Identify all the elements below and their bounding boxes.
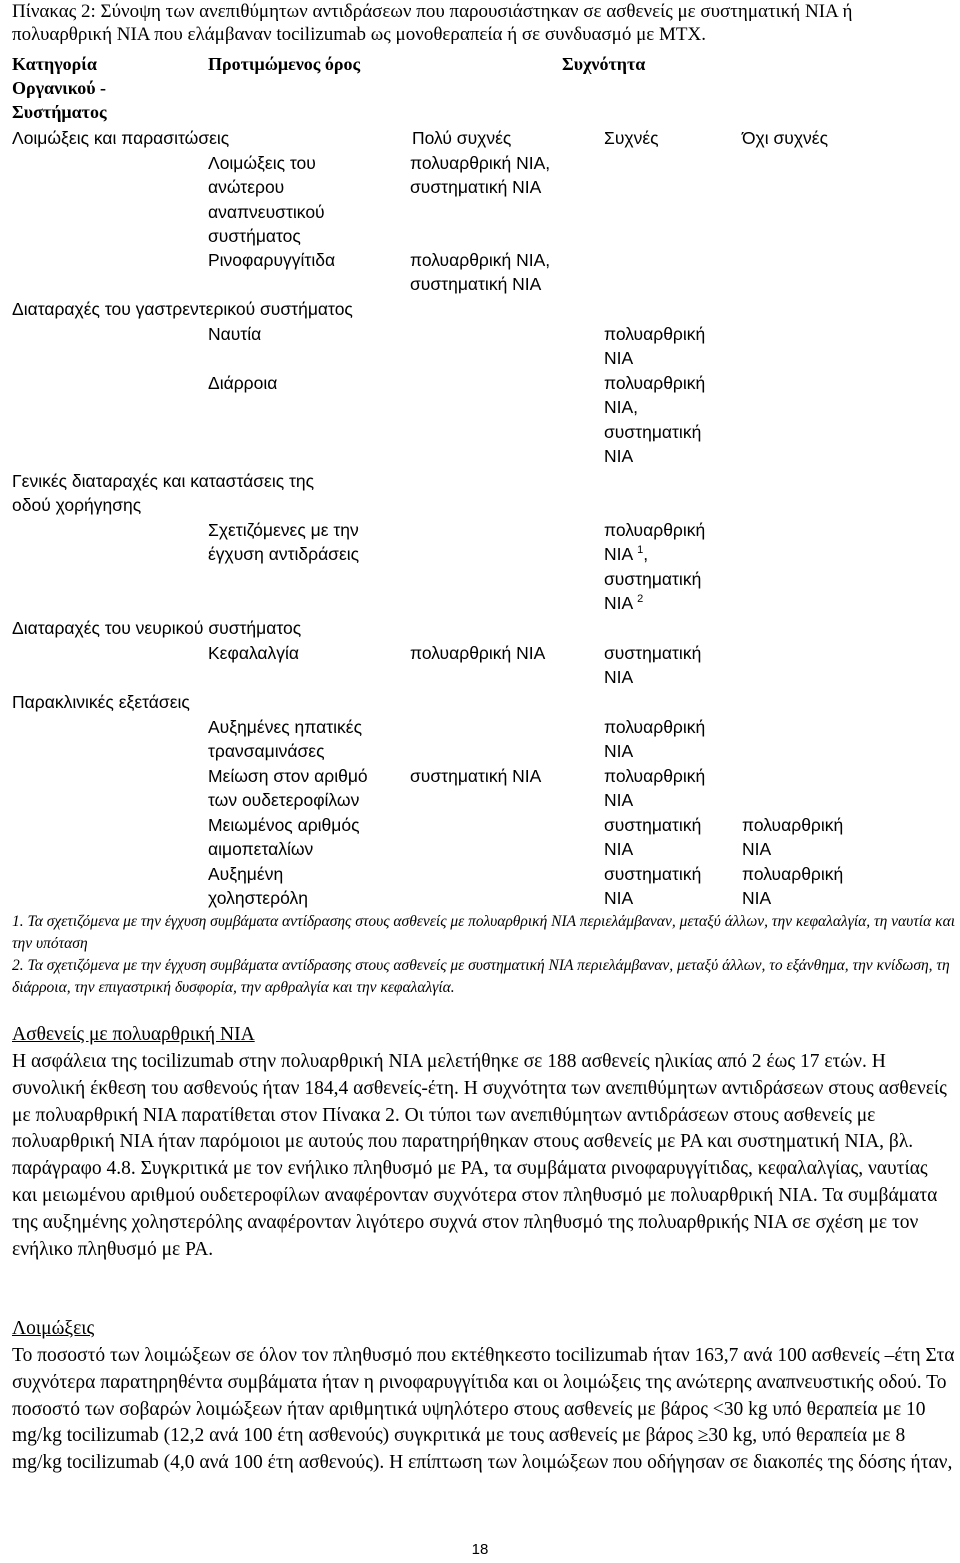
value-headache-very-common: πολυαρθρική ΝΙΑ [410,643,546,663]
section-body-polyarticular: Η ασφάλεια της tocilizumab στην πολυαρθρική ΝΙΑ μελετήθηκε σε 188 ασθενείς ηλικίας από 2 έως 17 ετών. Η συνολική έκθεση του ασθενούς ήταν 184,4 ασθενείς-έτη. Η συχνότητα των ανεπιθύμητων αντιδράσεων στους ασθενείς με πολυαρθρική ΝΙΑ παρατίθεται στον Πίνακα 2. Οι τύποι των ανεπιθύμητων αντιδράσεων στους ασθενείς με πολυαρθρική ΝΙΑ ήταν παρόμοιοι με αυτούς που παρατηρήθηκαν στους ασθενείς με ΡΑ και συστηματική ΝΙΑ, βλ. παράγραφο 4.8. Συγκριτικά με τον ενήλικο πληθυσμό με ΡΑ, τα συμβάματα ρινοφαρυγγίτιδας, κεφαλαλγίας, ναυτίας και μειωμένου αριθμού ουδετεροφίλων αναφέρονταν συχνότερα στον πληθυσμό με πολυαρθρική ΝΙΑ. Τα συμβάματα της αυξημένης χοληστερόλης αναφέρονταν λιγότερο συχνά στον πληθυσμό της πολυαρθρικής ΝΙΑ σε σχέση με τον ενήλικο πληθυσμό με ΡΑ. [12,1051,947,1260]
freq-header-very-common: Πολύ συχνές [412,128,512,148]
table-footnote-1: 1. Τα σχετιζόμενα με την έγχυση συμβάματα αντίδρασης στους ασθενείς με πολυαρθρική ΝΙΑ περιελάμβαναν, μεταξύ άλλων, την κεφαλαλγία, τη ναυτία και την υπόταση [12,913,956,952]
value-neutrophils-common: πολυαρθρική ΝΙΑ [604,766,706,811]
value-platelets-uncommon: πολυαρθρική ΝΙΑ [742,815,844,860]
term-cholesterol: Αυξημένη χοληστερόλη [208,864,308,909]
header-soc-line1: Κατηγορία [12,54,97,74]
term-platelets: Μειωμένος αριθμός αιμοπεταλίων [208,815,360,860]
section-heading-polyarticular: Ασθενείς με πολυαρθρική ΝΙΑ [12,1024,255,1045]
freq-header-uncommon: Όχι συχνές [742,128,829,148]
freq-header-common: Συχνές [604,128,659,148]
term-upper-respiratory: Λοιμώξεις του ανώτερου αναπνευστικού συστήματος [208,153,325,247]
page-number: 18 [471,1541,489,1558]
value-platelets-common: συστηματική ΝΙΑ [604,815,702,860]
value-cholesterol-uncommon: πολυαρθρική ΝΙΑ [742,864,844,909]
value-neutrophils-very-common: συστηματική ΝΙΑ [410,766,542,786]
term-headache: Κεφαλαλγία [208,643,300,663]
value-diarrhoea-common: πολυαρθρική ΝΙΑ, συστηματική ΝΙΑ [604,373,706,467]
header-soc-line3: Συστήματος [12,102,107,122]
section-body-infections: Το ποσοστό των λοιμώξεων σε όλον τον πληθυσμό που εκτέθηκεστο tocilizumab ήταν 163,7 ανά 100 ασθενείς –έτη Στα συχνότερα παρατηρηθέντα συμβάματα ήταν η ρινοφαρυγγίτιδα και οι λοιμώξεις της ανώτερης αναπνευστικής οδού. Το ποσοστό των σοβαρών λοιμώξεων ήταν αριθμητικά υψηλότερο στους ασθενείς με βάρος <30 kg υπό θεραπεία με 10 mg/kg tocilizumab (12,2 ανά 100 έτη ασθενούς) συγκριτικά με τους ασθενείς με βάρος ≥30 kg, υπό θεραπεία με 8 mg/kg tocilizumab (4,0 ανά 100 έτη ασθενούς). Η επίπτωση των λοιμώξεων που οδήγησαν σε διακοπές της δόσης ήταν, [12,1345,955,1474]
term-nausea: Ναυτία [208,324,262,344]
header-frequency: Συχνότητα [562,54,646,74]
section-heading-infections: Λοιμώξεις [12,1318,95,1339]
value-infusion-reactions-common: πολυαρθρική ΝΙΑ $^1$, συστηματική ΝΙΑ $^2$ [604,520,706,614]
value-headache-common: συστηματική ΝΙΑ [604,643,702,688]
section-soc-gastrointestinal: Διαταραχές του γαστρεντερικού συστήματος [12,299,353,319]
value-upper-respiratory-very-common: πολυαρθρική ΝΙΑ, συστηματική ΝΙΑ [410,153,551,198]
value-transaminases-common: πολυαρθρική ΝΙΑ [604,717,706,762]
header-soc-line2: Οργανικού - [12,78,107,98]
table-caption: Πίνακας 2: Σύνοψη των ανεπιθύμητων αντιδράσεων που παρουσιάστηκαν σε ασθενείς με συστηματική ΝΙΑ ή πολυαρθρική ΝΙΑ που ελάμβαναν tocilizumab ως μονοθεραπεία ή σε συνδυασμό με ΜΤΧ. [12,1,853,45]
header-preferred-term: Προτιμώμενος όρος [208,54,361,74]
value-nausea-common: πολυαρθρική ΝΙΑ [604,324,706,369]
value-nasopharyngitis-very-common: πολυαρθρική ΝΙΑ, συστηματική ΝΙΑ [410,250,551,295]
table-footnote-2: 2. Τα σχετιζόμενα με την έγχυση συμβάματα αντίδρασης στους ασθενείς με συστηματική ΝΙΑ περιελάμβαναν, μεταξύ άλλων, το εξάνθημα, την κνίδωση, τη διάρροια, την επιγαστρική δυσφορία, την αρθραλγία και την κεφαλαλγία. [12,957,950,996]
term-transaminases: Αυξημένες ηπατικές τρανσαμινάσες [208,717,363,762]
term-nasopharyngitis: Ρινοφαρυγγίτιδα [208,250,336,270]
value-cholesterol-common: συστηματική ΝΙΑ [604,864,702,909]
term-infusion-reactions: Σχετιζόμενες με την έγχυση αντιδράσεις [208,520,360,565]
section-soc-investigations: Παρακλινικές εξετάσεις [12,692,190,712]
term-neutrophils: Μείωση στον αριθμό των ουδετεροφίλων [208,766,368,811]
section-soc-infections: Λοιμώξεις και παρασιτώσεις [12,128,230,148]
term-diarrhoea: Διάρροια [208,373,278,393]
section-soc-nervous: Διαταραχές του νευρικού συστήματος [12,618,302,638]
section-soc-general: Γενικές διαταραχές και καταστάσεις της οδού χορήγησης [12,471,315,516]
